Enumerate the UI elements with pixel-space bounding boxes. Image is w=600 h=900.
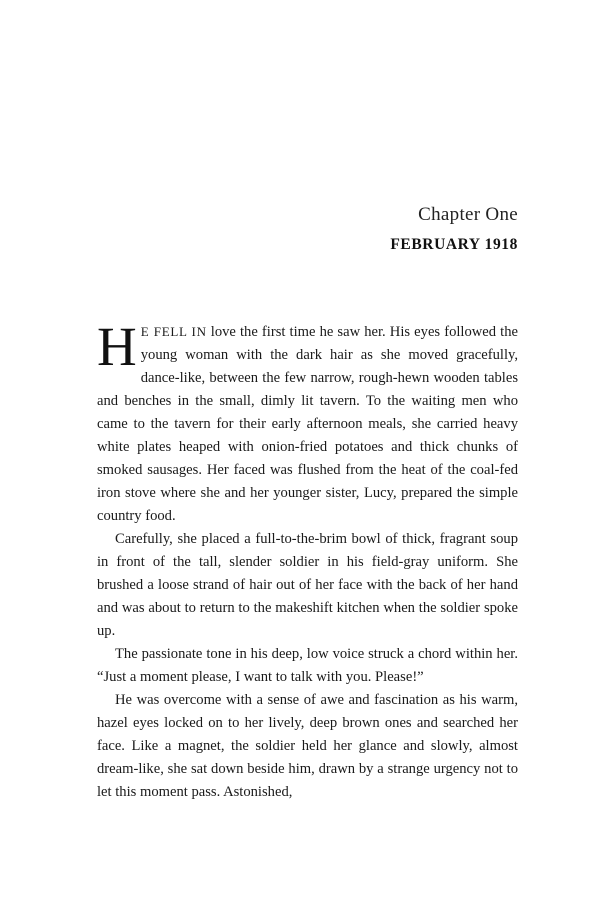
- chapter-heading: [390, 203, 518, 255]
- chapter-date: FEBRUARY 1918: [390, 236, 518, 253]
- lead-in-small-caps: E FELL IN: [140, 324, 207, 339]
- paragraph-3: The passionate tone in his deep, low voice struck a chord within her. “Just a moment please, I want to talk with you. Please!”: [97, 646, 518, 685]
- chapter-title: Chapter One: [418, 204, 518, 225]
- paragraph-1-text: love the first time he saw her. His eyes followed the young woman with the dark hair as she moved gracefully, dance-like, between the few narrow, rough-hewn wooden tables and benches in the small, dimly lit tavern. To the waiting men who came to the tavern for their early afternoon meals, she carried heavy white plates heaped with onion-fried potatoes and thick chunks of smoked sausages. Her faced was flushed from the heat of the coal-fed iron stove where she and her younger sister, Lucy, prepared the simple country food.: [97, 324, 519, 524]
- body-text: [97, 316, 519, 804]
- paragraph-4: He was overcome with a sense of awe and fascination as his warm, hazel eyes locked on to her lively, deep brown ones and searched her face. Like a magnet, the soldier held her glance and slowly, almost dream-like, she sat down beside him, drawn by a strange urgency not to let this moment pass. Astonished,: [97, 692, 518, 800]
- paragraph-1: [97, 316, 519, 528]
- paragraph-2: Carefully, she placed a full-to-the-brim bowl of thick, fragrant soup in front of the tall, slender soldier in his field-gray uniform. She brushed a loose strand of hair out of her face with the back of her hand and was about to return to the makeshift kitchen when the soldier spoke up.: [97, 531, 518, 639]
- drop-cap: H: [97, 316, 137, 377]
